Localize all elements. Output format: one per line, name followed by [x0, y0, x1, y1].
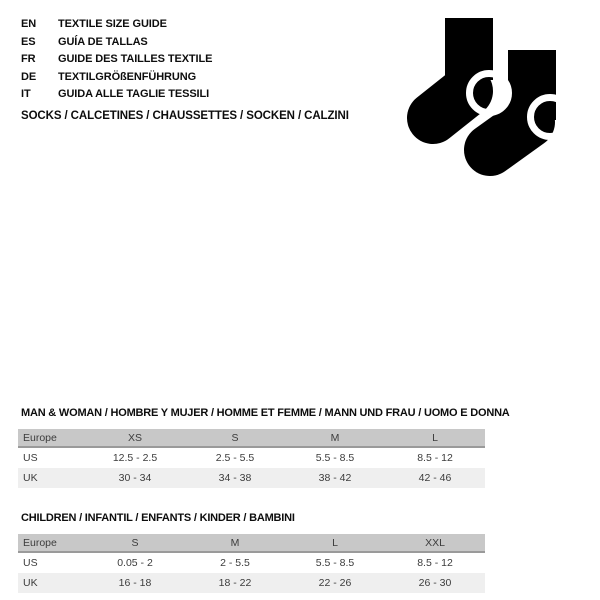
language-row	[21, 86, 212, 104]
language-label: GUIDE DES TAILLES TEXTILE	[58, 53, 213, 65]
column-header: S	[85, 534, 185, 553]
column-header: M	[285, 429, 385, 448]
socks-icon	[400, 8, 580, 185]
column-header: Europe	[18, 429, 85, 448]
size-table	[18, 534, 485, 593]
language-label: TEXTILE SIZE GUIDE	[58, 18, 167, 30]
size-value-cell: 26 - 30	[385, 573, 485, 593]
language-code: DE	[21, 70, 37, 83]
row-region-label: US	[23, 557, 38, 569]
language-row	[21, 51, 212, 69]
language-row	[21, 69, 212, 87]
column-header: L	[285, 534, 385, 553]
language-row	[21, 16, 212, 34]
size-value-cell: 18 - 22	[185, 573, 285, 593]
column-header: XS	[85, 429, 185, 448]
language-list	[21, 16, 212, 104]
size-table	[18, 429, 485, 488]
size-value-cell: 42 - 46	[385, 468, 485, 488]
size-value-cell: 5.5 - 8.5	[315, 452, 355, 464]
sock-back-shape	[490, 50, 570, 150]
size-value-cell: 22 - 26	[285, 573, 385, 593]
language-code: IT	[21, 88, 31, 100]
language-code: EN	[21, 18, 37, 30]
row-region-label: US	[23, 452, 38, 464]
language-code: ES	[21, 35, 36, 48]
category-title: SOCKS / CALCETINES / CHAUSSETTES / SOCKEN / CALZINI	[21, 110, 349, 122]
column-header: XXL	[385, 534, 485, 553]
column-header: S	[185, 429, 285, 448]
column-header: Europe	[18, 534, 85, 553]
table-title: MAN & WOMAN / HOMBRE Y MUJER / HOMME ET FEMME / MANN UND FRAU / UOMO E DONNA	[21, 407, 510, 419]
language-code: FR	[21, 53, 36, 65]
size-value-cell: 0.05 - 2	[117, 557, 153, 569]
size-value-cell: 16 - 18	[85, 573, 185, 593]
size-value-cell: 5.5 - 8.5	[315, 557, 355, 569]
size-value-cell: 8.5 - 12	[417, 452, 453, 464]
language-row	[21, 34, 212, 52]
row-region-label: UK	[18, 573, 85, 593]
size-table-block	[18, 407, 510, 488]
row-region-label: UK	[18, 468, 85, 488]
size-value-cell: 30 - 34	[85, 468, 185, 488]
table-title: CHILDREN / INFANTIL / ENFANTS / KINDER / BAMBINI	[21, 512, 295, 524]
size-value-cell: 12.5 - 2.5	[112, 452, 158, 464]
size-value-cell: 34 - 38	[185, 468, 285, 488]
size-value-cell: 38 - 42	[285, 468, 385, 488]
size-table-block	[18, 512, 485, 593]
size-value-cell: 8.5 - 12	[417, 557, 453, 569]
size-value-cell: 2.5 - 5.5	[215, 452, 255, 464]
size-value-cell: 2 - 5.5	[220, 557, 250, 569]
column-header: M	[185, 534, 285, 553]
language-label: GUIDA ALLE TAGLIE TESSILI	[58, 88, 210, 100]
language-label: TEXTILGRÖßENFÜHRUNG	[58, 70, 197, 83]
column-header: L	[385, 429, 485, 448]
language-label: GUÍA DE TALLAS	[58, 35, 148, 48]
